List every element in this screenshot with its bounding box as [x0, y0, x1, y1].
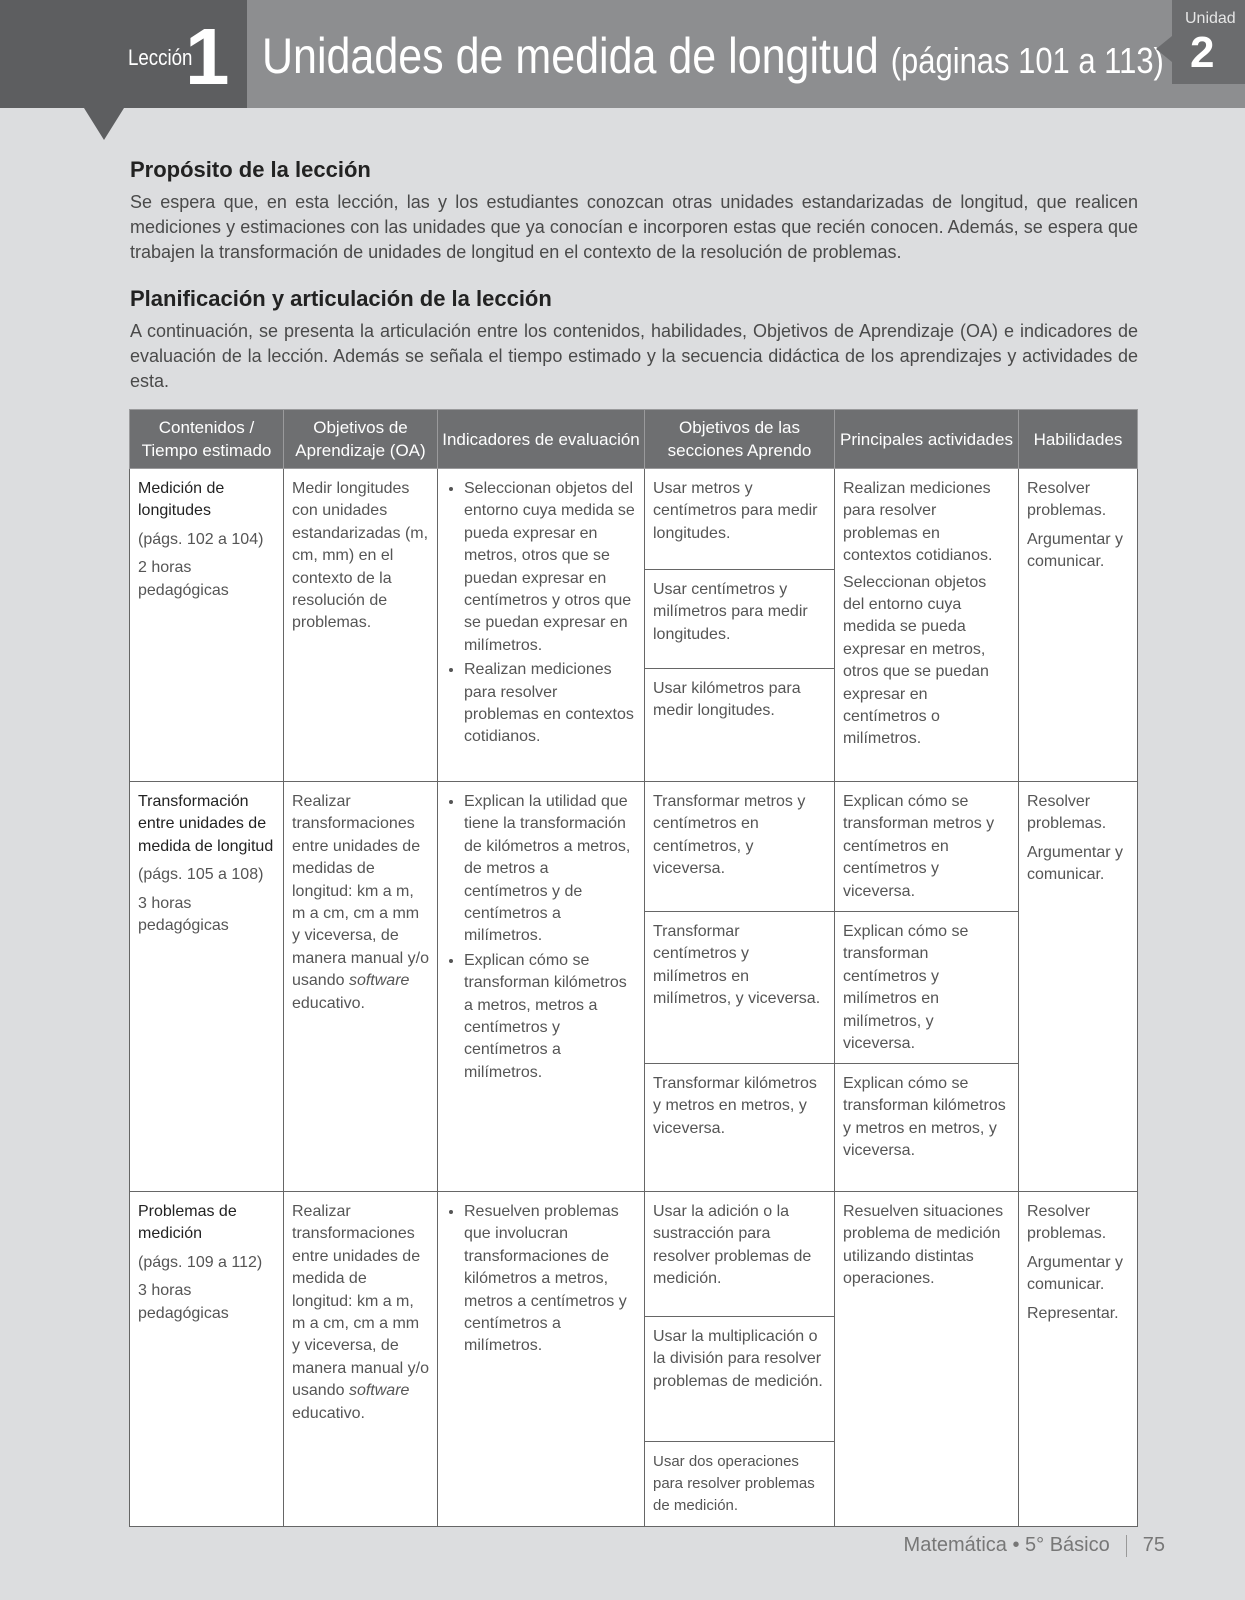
content-pages: (págs. 105 a 108) [138, 866, 264, 884]
content-cell [130, 1192, 284, 1527]
aprendo-item: Transformar metros y centímetros en centímetros, y viceversa. [653, 793, 806, 878]
unit-number: 2 [1190, 28, 1215, 77]
oa-suffix: educativo. [292, 994, 365, 1012]
activities-cell [835, 469, 1019, 782]
lesson-pointer [84, 108, 124, 140]
table-row [130, 782, 1138, 1192]
aprendo-item: Usar la multiplicación o la división para resolver problemas de medición. [645, 1316, 834, 1441]
content-title: Problemas de medición [138, 1203, 237, 1243]
page-footer [904, 1534, 1165, 1557]
indicator-item: • Realizan mediciones para resolver problemas en contextos cotidianos. [464, 659, 636, 749]
activity-item: Explican cómo se transforman metros y centímetros en centímetros y viceversa. [843, 793, 995, 900]
indicator-item: • Seleccionan objetos del entorno cuya medida se pueda expresar en metros, otros que se puedan expresar en centímetros y otros que se puedan expresar en milímetros. [464, 478, 636, 657]
page-number: 75 [1142, 1534, 1165, 1556]
skill-item: Argumentar y comunicar. [1027, 530, 1124, 571]
content-pages: (págs. 109 a 112) [138, 1253, 263, 1271]
header-skills: Habilidades [1019, 410, 1138, 469]
aprendo-cell [645, 1192, 835, 1527]
oa-italic: software [348, 1382, 410, 1400]
content-title: Transformación entre unidades de medida de longitud [138, 793, 274, 855]
aprendo-item: Usar metros y centímetros para medir longitudes. [653, 480, 818, 542]
page-title [262, 24, 1164, 93]
planning-heading: Planificación y articulación de la lección [130, 286, 552, 311]
table-header-row [130, 410, 1138, 469]
oa-cell [284, 1192, 438, 1527]
footer-divider [1126, 1535, 1127, 1557]
aprendo-cell [645, 782, 835, 1192]
skill-item: Resolver problemas. [1027, 793, 1107, 833]
content-time: 3 horas pedagógicas [138, 894, 229, 935]
content-time: 2 horas pedagógicas [138, 559, 229, 599]
skill-item: Representar. [1027, 1304, 1119, 1322]
skills-cell [1019, 469, 1138, 782]
purpose-text: Se espera que, en esta lección, las y los estudiantes conozcan otras unidades estandarizadas de longitud, que realicen mediciones y estimaciones con las unidades que ya conocían e incorporen estas que recién conocen. Además, se espera que trabajen la transformación de unidades de longitud en el contexto de la resolución de problemas. [130, 192, 1138, 262]
oa-suffix: educativo. [292, 1404, 365, 1422]
lesson-number: 1 [185, 12, 230, 101]
aprendo-item: Transformar centímetros y milímetros en milímetros, y viceversa. [645, 911, 834, 1063]
oa-text: Realizar transformaciones entre unidades de medida de longitud: km a m, m a cm, cm a mm y viceversa, de manera manual y/o usando [292, 1203, 429, 1400]
purpose-heading: Propósito de la lección [130, 157, 371, 182]
content-title: Medición de longitudes [138, 480, 225, 520]
header-aprendo: Objetivos de las secciones Aprendo [645, 410, 835, 469]
content-time: 3 horas pedagógicas [138, 1282, 229, 1322]
aprendo-item: Transformar kilómetros y metros en metros, y viceversa. [645, 1063, 834, 1149]
aprendo-item: Usar dos operaciones para resolver problemas de medición. [645, 1441, 834, 1526]
aprendo-cell [645, 469, 835, 782]
skills-cell [1019, 782, 1138, 1192]
header-contents: Contenidos / Tiempo estimado [130, 410, 284, 469]
aprendo-item: Usar centímetros y milímetros para medir longitudes. [645, 569, 834, 668]
unit-tab-arrow [1156, 36, 1172, 62]
table-row [130, 1192, 1138, 1527]
header-oa: Objetivos de Aprendizaje (OA) [284, 410, 438, 469]
skills-cell [1019, 1192, 1138, 1527]
oa-text: Medir longitudes con unidades estandarizadas (m, cm, mm) en el contexto de la resolución de problemas. [292, 480, 429, 632]
indicator-item: • Explican cómo se transforman kilómetros a metros, metros a centímetros y centímetros a milímetros. [464, 950, 636, 1084]
table-row [130, 469, 1138, 782]
activity-item: Resuelven situaciones problema de medición utilizando distintas operaciones. [843, 1203, 1004, 1288]
page-title-text: Unidades de medida de longitud [262, 28, 879, 84]
page-title-pages: (páginas 101 a 113) [890, 40, 1164, 81]
content-cell [130, 782, 284, 1192]
indicators-cell [438, 782, 645, 1192]
footer-book: Matemática • 5° Básico [903, 1534, 1110, 1556]
skill-item: Resolver problemas. [1027, 480, 1107, 520]
activities-cell [835, 782, 1019, 1192]
header-activities: Principales actividades [835, 410, 1019, 469]
activity-item: Seleccionan objetos del entorno cuya medida se pueda expresar en metros, otros que se puedan expresar en centímetros o milímetros. [843, 573, 989, 748]
planning-text: A continuación, se presenta la articulación entre los contenidos, habilidades, Objetivos de Aprendizaje (OA) e indicadores de evaluación de la lección. Además se señala el tiempo estimado y la secuencia didáctica de los aprendizajes y actividades de esta. [130, 321, 1138, 391]
oa-cell [284, 469, 438, 782]
planning-table [129, 409, 1138, 1527]
unit-label: Unidad [1185, 10, 1236, 27]
activities-cell [835, 1192, 1019, 1527]
skill-item: Resolver problemas. [1027, 1203, 1107, 1243]
lesson-label: Lección [128, 45, 193, 70]
skill-item: Argumentar y comunicar. [1027, 843, 1124, 884]
activity-item: Explican cómo se transforman kilómetros y metros en metros, y viceversa. [835, 1063, 1018, 1172]
skill-item: Argumentar y comunicar. [1027, 1253, 1124, 1294]
activity-item: Explican cómo se transforman centímetros y milímetros en milímetros, y viceversa. [835, 911, 1018, 1063]
aprendo-item: Usar kilómetros para medir longitudes. [645, 668, 834, 732]
indicators-cell [438, 1192, 645, 1527]
oa-cell [284, 782, 438, 1192]
content-cell [130, 469, 284, 782]
indicator-item: • Explican la utilidad que tiene la transformación de kilómetros a metros, de metros a centímetros y de centímetros a milímetros. [464, 791, 636, 948]
header-indicators: Indicadores de evaluación [438, 410, 645, 469]
indicators-cell [438, 469, 645, 782]
content-pages: (págs. 102 a 104) [138, 530, 264, 548]
indicator-item: • Resuelven problemas que involucran transformaciones de kilómetros a metros, metros a centímetros y centímetros a milímetros. [464, 1201, 636, 1358]
oa-text: Realizar transformaciones entre unidades de medidas de longitud: km a m, m a cm, cm a mm y viceversa, de manera manual y/o usando [292, 793, 429, 990]
activity-item: Realizan mediciones para resolver problemas en contextos cotidianos. [843, 480, 993, 565]
aprendo-item: Usar la adición o la sustracción para resolver problemas de medición. [653, 1203, 812, 1288]
oa-italic: software [348, 972, 410, 990]
